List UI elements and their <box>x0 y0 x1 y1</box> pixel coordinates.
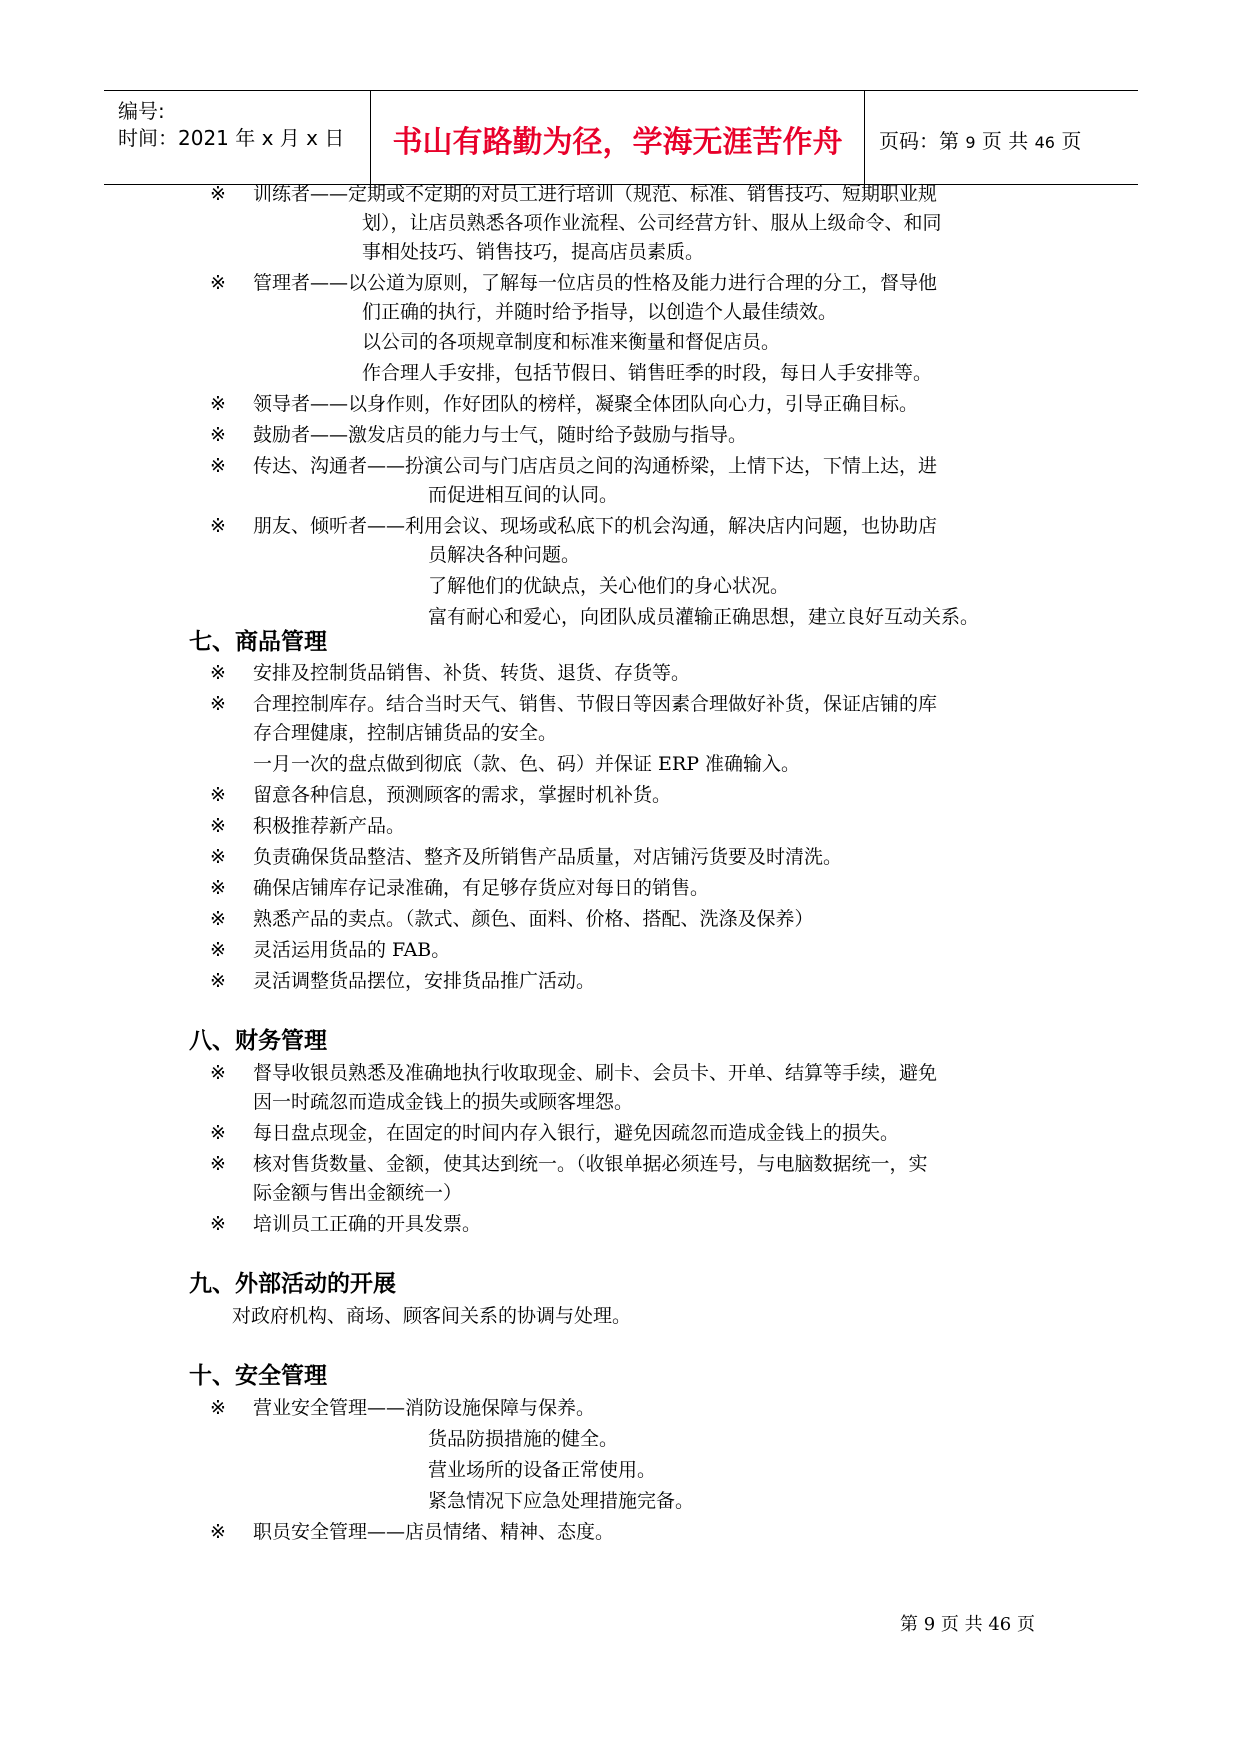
bullet-mark: ※ <box>210 393 226 415</box>
bullet-mark: ※ <box>210 272 226 294</box>
bullet-mark: ※ <box>210 1062 226 1084</box>
body-line: 际金额与售出金额统一） <box>253 1182 463 1204</box>
body-line: 留意各种信息，预测顾客的需求，掌握时机补货。 <box>253 784 672 806</box>
body-line: 安排及控制货品销售、补货、转货、退货、存货等。 <box>253 662 691 684</box>
body-line: 合理控制库存。结合当时天气、销售、节假日等因素合理做好补货，保证店铺的库 <box>253 693 938 715</box>
body-line: 灵活运用货品的 FAB。 <box>253 939 451 961</box>
body-line: 紧急情况下应急处理措施完备。 <box>428 1490 695 1512</box>
header-motto: 书山有路勤为径，学海无涯苦作舟 <box>392 125 843 160</box>
body-line: 了解他们的优缺点，关心他们的身心状况。 <box>428 575 790 597</box>
body-line: 而促进相互间的认同。 <box>428 484 619 506</box>
bullet-mark: ※ <box>210 1397 226 1419</box>
bullet-mark: ※ <box>210 1153 226 1175</box>
body-line: 一月一次的盘点做到彻底（款、色、码）并保证 ERP 准确输入。 <box>253 753 801 775</box>
body-line: 训练者——定期或不定期的对员工进行培训（规范、标准、销售技巧、短期职业规 <box>253 183 938 205</box>
body-line: 职员安全管理——店员情绪、精神、态度。 <box>253 1521 615 1543</box>
bullet-mark: ※ <box>210 515 226 537</box>
page-suffix: 页 <box>1061 129 1082 153</box>
header-page-cell <box>865 91 1138 184</box>
body-line: 营业场所的设备正常使用。 <box>428 1459 657 1481</box>
body-line: 领导者——以身作则，作好团队的榜样，凝聚全体团队向心力，引导正确目标。 <box>253 393 919 415</box>
page-total: 46 <box>1034 133 1055 152</box>
body-line: 核对售货数量、金额，使其达到统一。（收银单据必须连号，与电脑数据统一，实 <box>253 1153 928 1175</box>
body-line: 因一时疏忽而造成金钱上的损失或顾客埋怨。 <box>253 1091 634 1113</box>
bullet-mark: ※ <box>210 939 226 961</box>
body-line: 存合理健康，控制店铺货品的安全。 <box>253 722 558 744</box>
bullet-mark: ※ <box>210 1122 226 1144</box>
body-line: 营业安全管理——消防设施保障与保养。 <box>253 1397 596 1419</box>
bullet-mark: ※ <box>210 662 226 684</box>
bullet-mark: ※ <box>210 455 226 477</box>
doc-time-label: 时间：2021 年 x 月 x 日 <box>118 126 345 150</box>
bullet-mark: ※ <box>210 693 226 715</box>
body-line: 每日盘点现金，在固定的时间内存入银行，避免因疏忽而造成金钱上的损失。 <box>253 1122 900 1144</box>
body-line: 积极推荐新产品。 <box>253 815 406 837</box>
bullet-mark: ※ <box>210 424 226 446</box>
body-line: 作合理人手安排，包括节假日、销售旺季的时段，每日人手安排等。 <box>362 362 933 384</box>
body-line: 货品防损措施的健全。 <box>428 1428 619 1450</box>
header-page-number <box>879 125 1081 154</box>
body-line: 朋友、倾听者——利用会议、现场或私底下的机会沟通，解决店内问题，也协助店 <box>253 515 938 537</box>
section-heading: 十、安全管理 <box>189 1363 327 1389</box>
body-line: 对政府机构、商场、顾客间关系的协调与处理。 <box>232 1305 632 1327</box>
bullet-mark: ※ <box>210 815 226 837</box>
section-heading: 九、外部活动的开展 <box>189 1271 396 1297</box>
bullet-mark: ※ <box>210 908 226 930</box>
body-line: 事相处技巧、销售技巧，提高店员素质。 <box>362 241 705 263</box>
bullet-mark: ※ <box>210 183 226 205</box>
bullet-mark: ※ <box>210 1213 226 1235</box>
bullet-mark: ※ <box>210 846 226 868</box>
body-line: 富有耐心和爱心，向团队成员灌输正确思想，建立良好互动关系。 <box>428 606 980 628</box>
body-line: 确保店铺库存记录准确，有足够存货应对每日的销售。 <box>253 877 710 899</box>
body-line: 熟悉产品的卖点。（款式、颜色、面料、价格、搭配、洗涤及保养） <box>253 908 814 930</box>
body-line: 培训员工正确的开具发票。 <box>253 1213 482 1235</box>
body-line: 划），让店员熟悉各项作业流程、公司经营方针、服从上级命令、和同 <box>362 212 942 234</box>
body-line: 负责确保货品整洁、整齐及所销售产品质量，对店铺污货要及时清洗。 <box>253 846 843 868</box>
body-line: 员解决各种问题。 <box>428 544 581 566</box>
bullet-mark: ※ <box>210 970 226 992</box>
body-line: 们正确的执行，并随时给予指导，以创造个人最佳绩效。 <box>362 301 838 323</box>
header-info-cell <box>104 91 371 184</box>
header-table <box>104 90 1138 185</box>
bullet-mark: ※ <box>210 877 226 899</box>
section-heading: 七、商品管理 <box>189 629 327 655</box>
section-heading: 八、财务管理 <box>189 1028 327 1054</box>
body-line: 管理者——以公道为原则，了解每一位店员的性格及能力进行合理的分工，督导他 <box>253 272 938 294</box>
bullet-mark: ※ <box>210 784 226 806</box>
bullet-mark: ※ <box>210 1521 226 1543</box>
page-footer: 第 9 页 共 46 页 <box>900 1614 1035 1635</box>
body-line: 以公司的各项规章制度和标准来衡量和督促店员。 <box>362 331 781 353</box>
page-prefix: 页码：第 <box>879 129 959 153</box>
body-line: 灵活调整货品摆位，安排货品推广活动。 <box>253 970 596 992</box>
body-line: 鼓励者——激发店员的能力与士气，随时给予鼓励与指导。 <box>253 424 748 446</box>
body-line: 传达、沟通者——扮演公司与门店店员之间的沟通桥梁，上情下达，下情上达，进 <box>253 455 938 477</box>
body-line: 督导收银员熟悉及准确地执行收取现金、刷卡、会员卡、开单、结算等手续，避免 <box>253 1062 938 1084</box>
page-mid: 页 共 <box>981 129 1029 153</box>
doc-number-label: 编号: <box>118 99 165 123</box>
page-num: 9 <box>965 133 976 152</box>
header-motto-cell <box>371 91 865 184</box>
